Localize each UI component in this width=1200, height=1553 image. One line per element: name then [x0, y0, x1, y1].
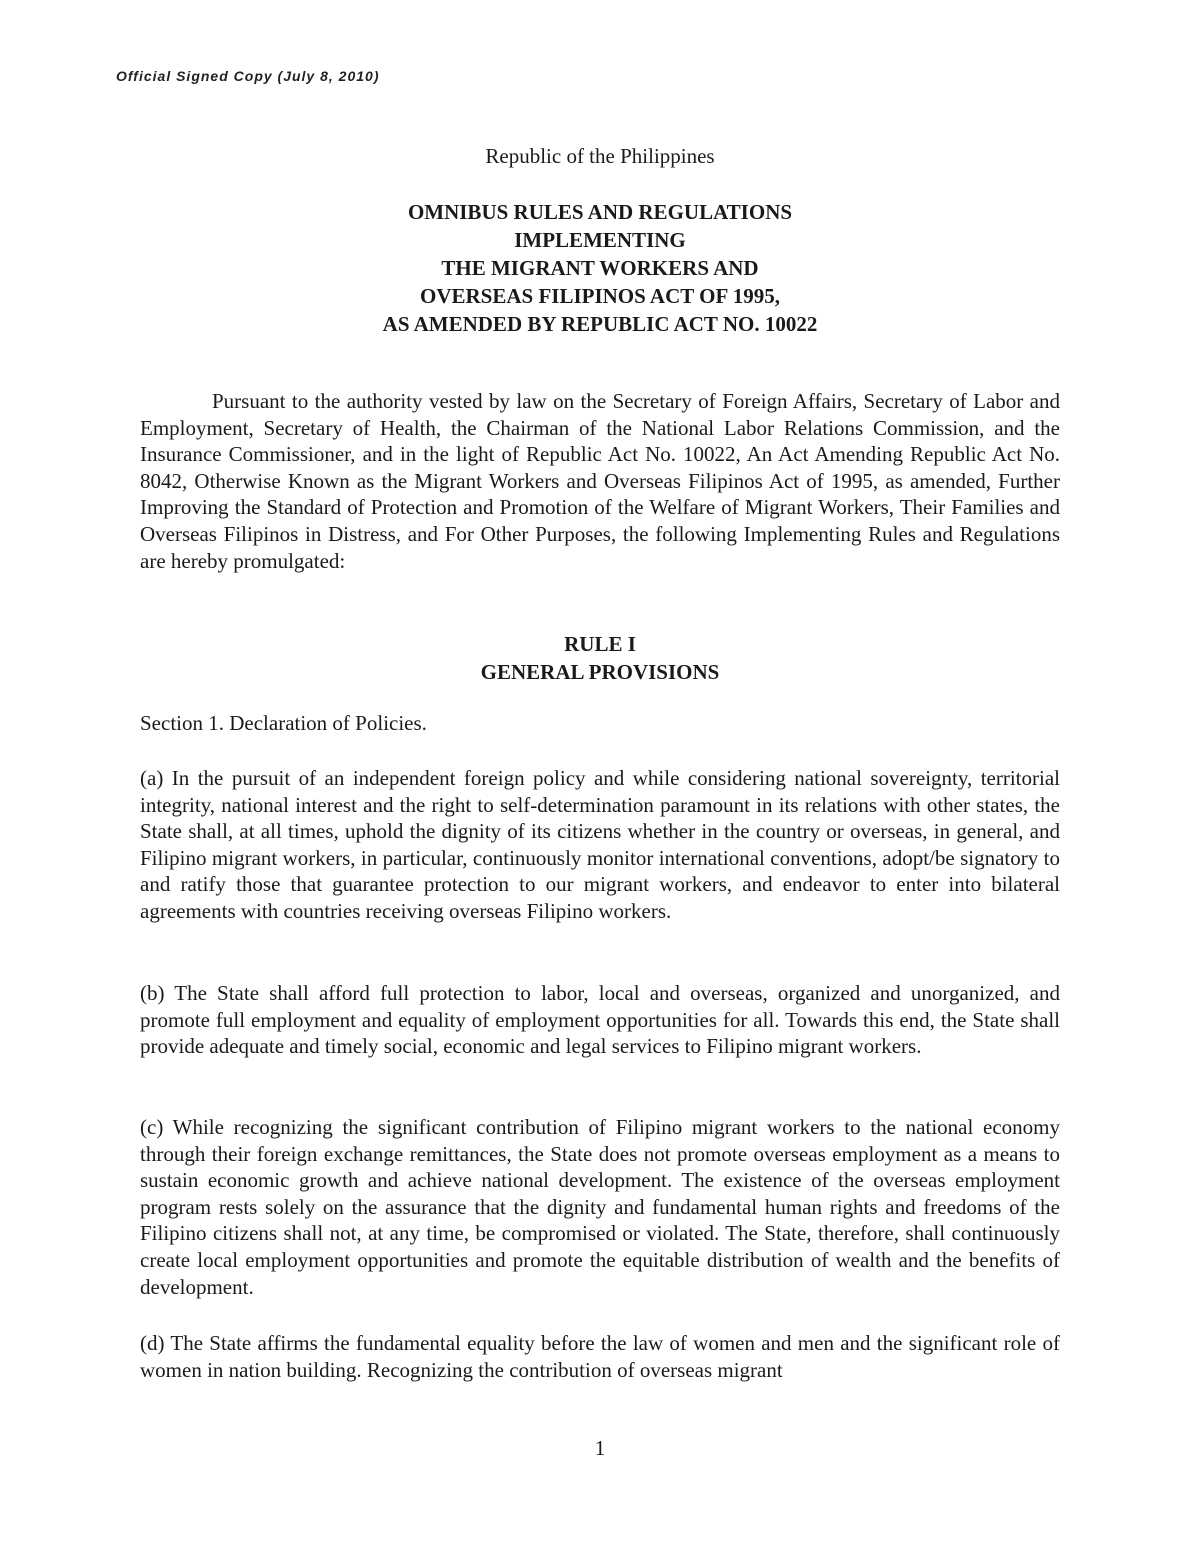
title-line: IMPLEMENTING [514, 228, 686, 252]
rule-number: RULE I [564, 632, 636, 656]
policy-paragraph-a: (a) In the pursuit of an independent foreign policy and while considering national sovereignty, territorial integrity, national interest and the right to self-determination paramount in its relations with other states, the State shall, at all times, uphold the dignity of its citizens whether in the country or overseas, in general, and Filipino migrant workers, in particular, continuously monitor international conventions, adopt/be signatory to and ratify those that guarantee protection to our migrant workers, and endeavor to enter into bilateral agreements with countries receiving overseas Filipino workers. [140, 766, 1060, 923]
page-number: 1 [594, 1436, 606, 1460]
title-line: AS AMENDED BY REPUBLIC ACT NO. 10022 [382, 312, 818, 336]
policy-paragraph-c: (c) While recognizing the significant contribution of Filipino migrant workers to the national economy through their foreign exchange remittances, the State does not promote overseas employment as a means to sustain economic growth and achieve national development. The existence of the overseas employment program rests solely on the assurance that the dignity and fundamental human rights and freedoms of the Filipino citizens shall not, at any time, be compromised or violated. The State, therefore, shall continuously create local employment opportunities and promote the equitable distribution of wealth and the benefits of development. [140, 1115, 1060, 1299]
policy-paragraph-b: (b) The State shall afford full protection to labor, local and overseas, organized and unorganized, and promote full employment and equality of employment opportunities for all. Towards this end, the State shall provide adequate and timely social, economic and legal services to Filipino migrant workers. [140, 981, 1060, 1059]
rule-heading [0, 630, 1200, 686]
rule-title: GENERAL PROVISIONS [480, 660, 720, 684]
document-title [0, 198, 1200, 338]
title-line: OVERSEAS FILIPINOS ACT OF 1995, [420, 284, 780, 308]
title-line: OMNIBUS RULES AND REGULATIONS [407, 200, 793, 224]
official-copy-note: Official Signed Copy (July 8, 2010) [116, 68, 380, 84]
section-heading: Section 1. Declaration of Policies. [140, 711, 427, 735]
intro-paragraph: Pursuant to the authority vested by law on the Secretary of Foreign Affairs, Secretary of Labor and Employment, Secretary of Health, the Chairman of the National Labor Relations Commission, and the Insurance Commissioner, and in the light of Republic Act No. 10022, An Act Amending Republic Act No. 8042, Otherwise Known as the Migrant Workers and Overseas Filipinos Act of 1995, as amended, Further Improving the Standard of Protection and Promotion of the Welfare of Migrant Workers, Their Families and Overseas Filipinos in Distress, and For Other Purposes, the following Implementing Rules and Regulations are hereby promulgated: [140, 389, 1060, 573]
policy-paragraph-d: (d) The State affirms the fundamental equality before the law of women and men and the significant role of women in nation building. Recognizing the contribution of overseas migrant [140, 1331, 1060, 1382]
republic-heading: Republic of the Philippines [485, 144, 715, 168]
title-line: THE MIGRANT WORKERS AND [441, 256, 759, 280]
